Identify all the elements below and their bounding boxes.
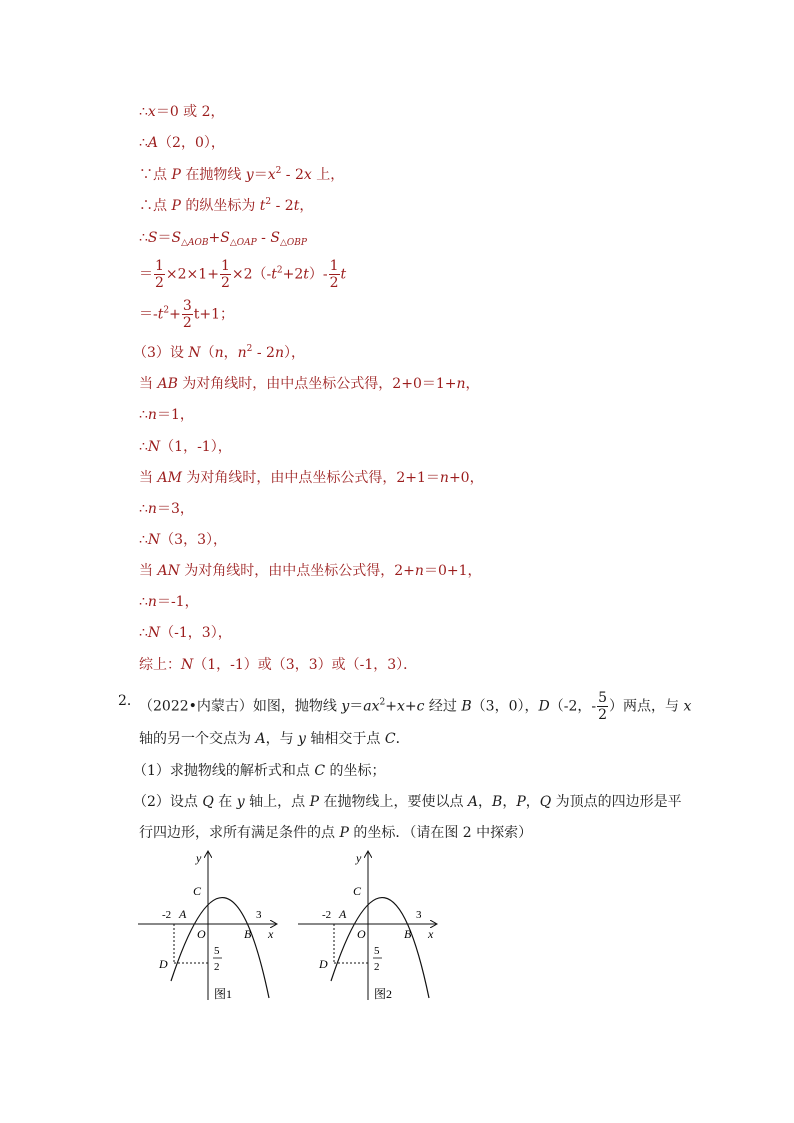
- fig1-3-label: 3: [256, 909, 262, 921]
- question-line-1: （2022•内蒙古）如图，抛物线 $y=ax^2+x+c$ 经过 B（3，0），D（-2，- $\frac{5}{2}$ ）两点，与 x: [139, 690, 692, 723]
- solution-line-3: ∵点 P 在抛物线 $y=x^2 - 2x$ 上，: [139, 166, 345, 183]
- solution-line-2: ∴A（2，0），: [139, 135, 225, 151]
- fig1-C-label: C: [193, 884, 202, 898]
- solution-line-10: ∴n＝1，: [139, 407, 194, 423]
- fig2-two-label: 2: [374, 961, 380, 973]
- solution-line-9: 当 AB 为对角线时，由中点坐标公式得，2+0＝1+n，: [139, 376, 480, 392]
- solution-line-12: 当 AM 为对角线时，由中点坐标公式得，2+1＝n+0，: [139, 470, 484, 486]
- solution-line-15: 当 AN 为对角线时，由中点坐标公式得，2+n＝0+1，: [139, 563, 482, 579]
- solution-line-5: $\therefore S=S_{\triangle AOB}+S_{\triangle OAP} - S_{\triangle OBP}$: [139, 230, 307, 248]
- fig1-A-label: A: [179, 907, 187, 921]
- fig2-caption: 图2: [374, 987, 393, 1001]
- fig1-five-label: 5: [214, 945, 220, 957]
- solution-line-6: ＝ $\frac{1}{2}$ ×2×1+ $\frac{1}{2}$ $\times 2(-t^2+2t)-$ $\frac{1}{2}$ t: [139, 258, 347, 291]
- solution-line-11: ∴N（1，-1），: [139, 439, 232, 455]
- fig2-neg2-label: -2: [322, 909, 332, 921]
- fig2-A-label: A: [339, 907, 347, 921]
- figure-1: [138, 851, 276, 1001]
- question-part-1: （1）求抛物线的解析式和点 C 的坐标；: [133, 763, 386, 779]
- solution-line-7: $=-t^2+$ $\frac{3}{2}$ t+1；: [139, 298, 235, 331]
- solution-line-18: 综上：N（1，-1）或（3，3）或（-1，3）．: [139, 657, 418, 673]
- fig1-two-label: 2: [214, 961, 220, 973]
- fig1-caption: 图1: [214, 987, 233, 1001]
- fig2-x-label: x: [428, 927, 434, 941]
- fig1-x-label: x: [268, 927, 274, 941]
- figures: [136, 848, 446, 1008]
- fig2-five-label: 5: [374, 945, 380, 957]
- solution-line-4: ∴点 P 的纵坐标为 $t^2 - 2t$，: [139, 197, 314, 214]
- fig2-B-label: B: [404, 927, 412, 941]
- fig2-C-label: C: [353, 884, 362, 898]
- fig1-B-label: B: [244, 927, 252, 941]
- fig1-neg2-label: -2: [162, 909, 172, 921]
- question-part-2a: （2）设点 Q 在 y 轴上，点 P 在抛物线上，要使以点 A，B，P，Q 为顶点的四边形是平: [133, 794, 682, 810]
- question-part-2b: 行四边形，求所有满足条件的点 P 的坐标．（请在图 2 中探索）: [139, 825, 533, 841]
- fig2-y-label: y: [356, 851, 362, 865]
- question-line-2: 轴的另一个交点为 A，与 y 轴相交于点 C．: [139, 731, 410, 747]
- fig1-O-label: O: [197, 927, 206, 941]
- fig1-y-label: y: [196, 851, 202, 865]
- solution-line-14: ∴N（3，3），: [139, 532, 227, 548]
- solution-line-13: ∴n＝3，: [139, 501, 194, 517]
- fig2-D-label: D: [319, 957, 328, 971]
- solution-line-8: （3）设 N（n，$n^2 - 2n$），: [133, 344, 305, 361]
- solution-line-17: ∴N（-1，3），: [139, 625, 232, 641]
- figure-2: [298, 851, 436, 1001]
- solution-line-16: ∴n＝-1，: [139, 594, 199, 610]
- solution-line-1: ∴x＝0 或 2，: [139, 104, 225, 120]
- question-number: 2．: [118, 693, 141, 709]
- fig1-D-label: D: [159, 957, 168, 971]
- fig2-3-label: 3: [416, 909, 422, 921]
- fig2-O-label: O: [357, 927, 366, 941]
